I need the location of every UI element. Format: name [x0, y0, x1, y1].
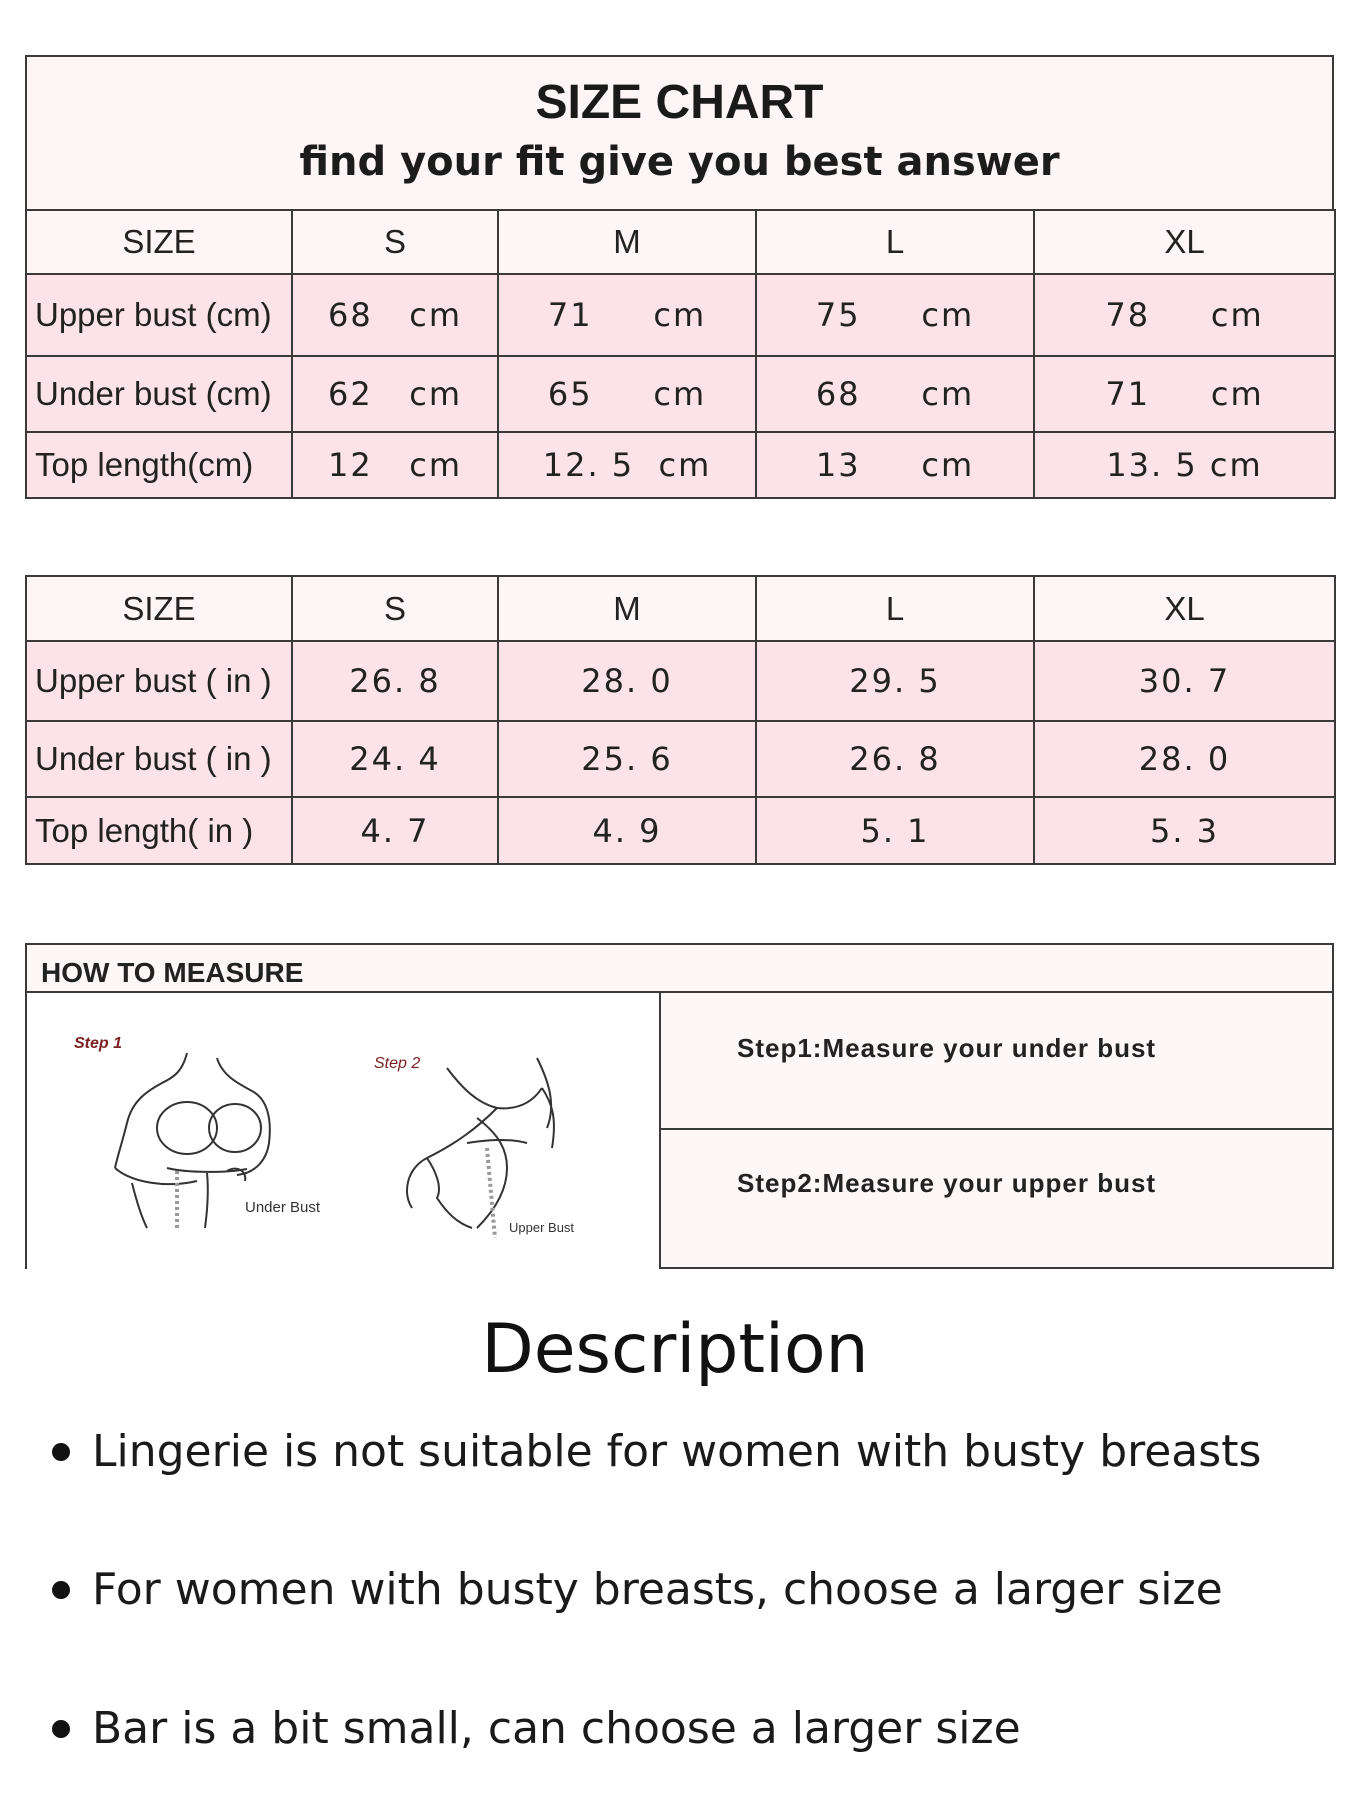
column-header: L: [756, 576, 1034, 641]
row-label: Top length(cm): [26, 432, 292, 498]
description-title: Description: [481, 1310, 869, 1389]
table-row: [26, 432, 1335, 498]
bullet-text: For women with busty breasts, choose a larger size: [92, 1564, 1223, 1615]
list-item: [52, 1426, 1261, 1477]
table-header-row: [26, 210, 1335, 274]
how-to-measure-panel: [25, 943, 1334, 1269]
table-cell: 30. 7: [1034, 641, 1335, 721]
step1-text: Step1:Measure your under bust: [737, 1033, 1157, 1063]
bullet-icon: [52, 1443, 70, 1461]
column-header: L: [756, 210, 1034, 274]
row-label: Top length( in ): [26, 797, 292, 864]
table-cell: 71 cm: [1034, 356, 1335, 432]
table-row: [26, 797, 1335, 864]
column-header: M: [498, 576, 756, 641]
table-cell: 25. 6: [498, 721, 756, 797]
table-cell: 13. 5 cm: [1034, 432, 1335, 498]
size-chart-subtitle: find your fit give you best answer: [299, 139, 1060, 185]
table-cell: 4. 9: [498, 797, 756, 864]
table-cell: 75 cm: [756, 274, 1034, 356]
size-chart-header: [25, 55, 1334, 211]
column-header: XL: [1034, 576, 1335, 641]
column-header: S: [292, 576, 498, 641]
size-chart-title: SIZE CHART: [535, 76, 824, 129]
bullet-icon: [52, 1581, 70, 1599]
table-cell: 5. 1: [756, 797, 1034, 864]
table-cell: 12 cm: [292, 432, 498, 498]
table-row: [26, 721, 1335, 797]
table-row: [26, 274, 1335, 356]
list-item: [52, 1703, 1021, 1754]
table-cell: 26. 8: [292, 641, 498, 721]
step2-text: Step2:Measure your upper bust: [737, 1168, 1157, 1198]
step2-label: Upper Bust: [509, 1220, 575, 1235]
bullet-text: Lingerie is not suitable for women with busty breasts: [92, 1426, 1262, 1477]
table-cell: 68 cm: [292, 274, 498, 356]
column-header: XL: [1034, 210, 1335, 274]
step1-caption: Step 1: [74, 1035, 123, 1052]
column-header: SIZE: [26, 210, 292, 274]
table-cell: 29. 5: [756, 641, 1034, 721]
table-cell: 5. 3: [1034, 797, 1335, 864]
step1-cell: [661, 993, 1332, 1130]
size-table-cm: [25, 209, 1336, 499]
step1-label: Under Bust: [245, 1199, 321, 1216]
table-cell: 24. 4: [292, 721, 498, 797]
row-label: Under bust (cm): [26, 356, 292, 432]
size-table-in: [25, 575, 1336, 865]
table-cell: 13 cm: [756, 432, 1034, 498]
table-cell: 12. 5 cm: [498, 432, 756, 498]
row-label: Under bust ( in ): [26, 721, 292, 797]
table-cell: 62 cm: [292, 356, 498, 432]
table-cell: 28. 0: [498, 641, 756, 721]
table-cell: 28. 0: [1034, 721, 1335, 797]
bullet-icon: [52, 1720, 70, 1738]
row-label: Upper bust (cm): [26, 274, 292, 356]
table-row: [26, 641, 1335, 721]
how-to-measure-heading: HOW TO MEASURE: [41, 957, 304, 988]
table-header-row: [26, 576, 1335, 641]
step2-figure-icon: [387, 1048, 607, 1248]
column-header: M: [498, 210, 756, 274]
list-item: [52, 1564, 1223, 1615]
row-label: Upper bust ( in ): [26, 641, 292, 721]
table-cell: 65 cm: [498, 356, 756, 432]
table-cell: 26. 8: [756, 721, 1034, 797]
table-cell: 68 cm: [756, 356, 1034, 432]
column-header: SIZE: [26, 576, 292, 641]
table-cell: 78 cm: [1034, 274, 1335, 356]
bullet-text: Bar is a bit small, can choose a larger size: [92, 1703, 1021, 1754]
column-header: S: [292, 210, 498, 274]
illustration-area: [27, 993, 661, 1269]
step2-caption: Step 2: [374, 1055, 421, 1072]
table-cell: 71 cm: [498, 274, 756, 356]
table-cell: 4. 7: [292, 797, 498, 864]
step2-cell: [661, 1130, 1332, 1267]
table-row: [26, 356, 1335, 432]
